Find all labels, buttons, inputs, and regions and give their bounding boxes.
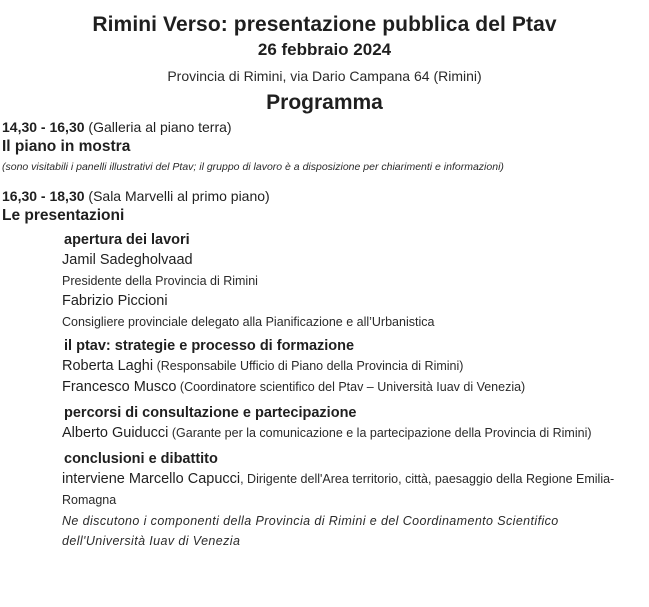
closing-note: Ne discutono i componenti della Provincia di Rimini e del Coordinamento Scientifico dell'Università Iuav di Venezia <box>62 514 559 548</box>
speaker-name: Francesco Musco <box>62 379 177 395</box>
speaker-name: Alberto Guiducci <box>62 425 169 441</box>
speaker-line <box>62 356 643 377</box>
agenda-item-heading: conclusioni e dibattito <box>64 451 218 467</box>
speaker-role: Presidente della Provincia di Rimini <box>62 274 258 288</box>
speaker-role: (Responsabile Ufficio di Piano della Provincia di Rimini) <box>153 359 464 373</box>
session-place: (Galleria al piano terra) <box>84 119 232 135</box>
agenda-item-heading: apertura dei lavori <box>64 232 190 248</box>
agenda-item-heading: percorsi di consultazione e partecipazione <box>64 405 357 421</box>
session-title: Le presentazioni <box>2 207 125 224</box>
session-title: Il piano in mostra <box>2 138 131 155</box>
session-time-line <box>2 187 649 206</box>
event-title: Rimini Verso: presentazione pubblica del Ptav <box>92 13 557 36</box>
session-presentations <box>0 187 649 551</box>
speaker-role: Consigliere provinciale delegato alla Pianificazione e all’Urbanistica <box>62 315 435 329</box>
session-place: (Sala Marvelli al primo piano) <box>84 188 270 204</box>
agenda-item-strategies <box>2 336 649 398</box>
speaker-role: (Coordinatore scientifico del Ptav – Università Iuav di Venezia) <box>176 380 526 394</box>
agenda-item-consultation <box>2 403 649 444</box>
speaker-name: interviene Marcello Capucci <box>62 471 241 487</box>
programme-heading: Programma <box>266 91 383 114</box>
speaker-line <box>62 469 643 511</box>
header <box>0 12 649 116</box>
session-exhibition <box>0 118 649 174</box>
session-time: 16,30 - 18,30 <box>2 188 85 204</box>
agenda-item-conclusions <box>2 449 649 551</box>
speaker-name: Fabrizio Piccioni <box>62 293 168 309</box>
agenda-item-heading: il ptav: strategie e processo di formazione <box>64 338 355 354</box>
session-time: 14,30 - 16,30 <box>2 119 85 135</box>
speaker-role: , Dirigente dell'Area territorio, città, paesaggio della Regione Emilia-Romagna <box>62 472 615 507</box>
speaker-name: Roberta Laghi <box>62 358 154 374</box>
event-address: Provincia di Rimini, via Dario Campana 64 (Rimini) <box>167 68 482 84</box>
speaker-line <box>62 423 643 444</box>
agenda-item-opening <box>2 230 649 332</box>
session-note: (sono visitabili i panelli illustrativi del Ptav; il gruppo di lavoro è a disposizione per chiarimenti e informazioni) <box>2 161 504 173</box>
speaker-role: (Garante per la comunicazione e la partecipazione della Provincia di Rimini) <box>168 426 592 440</box>
speaker-line <box>62 377 643 398</box>
session-time-line <box>2 118 649 137</box>
event-date: 26 febbraio 2024 <box>257 40 392 59</box>
speaker-name: Jamil Sadegholvaad <box>62 252 193 268</box>
